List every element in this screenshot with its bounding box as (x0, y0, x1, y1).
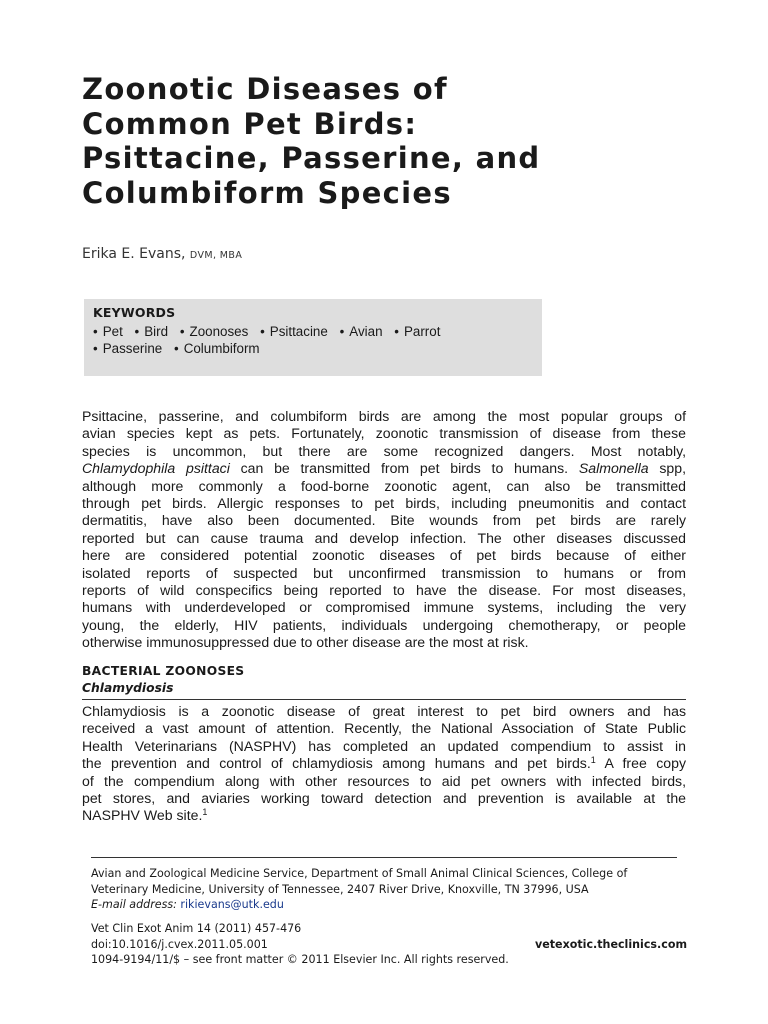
keywords-line (93, 341, 532, 358)
text-line: reported but can cause trauma and develop infection. The other diseases discussed (82, 529, 686, 546)
text-fragment: can be transmitted from pet birds to humans. (229, 460, 579, 477)
text-line: through pet birds. Allergic responses to pet birds, including pneumonitis and contact (82, 494, 686, 511)
text-line: Chlamydiosis is a zoonotic disease of great interest to pet bird owners and has (82, 703, 686, 719)
text-line: avian species kept as pets. Fortunately, zoonotic transmission of disease from these (82, 425, 686, 442)
keyword: Bird (144, 324, 169, 339)
text-line: young, the elderly, HIV patients, individuals undergoing chemotherapy, or people (82, 616, 686, 633)
text-line: pet stores, and aviaries working toward detection and prevention is available at the (82, 789, 686, 806)
text-fragment: A free copy (595, 755, 686, 772)
email-line (91, 897, 691, 913)
text-line: Psittacine, passerine, and columbiform birds are among the most popular groups of (82, 408, 686, 424)
keywords-heading: KEYWORDS (93, 305, 176, 320)
copyright-line: 1094-9194/11/$ – see front matter © 2011 Elsevier Inc. All rights reserved. (91, 953, 509, 967)
title-line: Psittacine, Passerine, and (82, 141, 541, 175)
article-title (82, 72, 702, 210)
bullet-icon: • (260, 324, 265, 339)
author-affiliation (91, 866, 691, 913)
reference-marker: 1 (590, 755, 596, 766)
bullet-icon: • (179, 324, 185, 339)
bullet-icon: • (394, 324, 399, 339)
keyword: Psittacine (269, 324, 328, 339)
email-link[interactable]: rikievans@utk.edu (180, 898, 284, 912)
text-line: humans with underdeveloped or compromised immune systems, including the very (82, 599, 686, 616)
title-line: Zoonotic Diseases of (82, 72, 448, 106)
journal-info (91, 921, 687, 968)
text-line: of the compendium along with other resources to aid pet owners with infected birds, (82, 772, 686, 789)
text-fragment: spp, (648, 460, 686, 477)
bullet-icon: • (339, 324, 345, 339)
title-line: Columbiform Species (82, 175, 452, 210)
footnote-divider (91, 857, 677, 858)
text-line (82, 807, 686, 824)
email-label: E-mail address: (91, 898, 177, 912)
author-name: Erika E. Evans, (82, 246, 186, 262)
bullet-icon: • (134, 324, 140, 339)
chlamydiosis-paragraph (82, 703, 686, 825)
subsection-heading: Chlamydiosis (82, 681, 174, 695)
keyword: Zoonoses (189, 324, 249, 339)
bullet-icon: • (93, 324, 98, 339)
author-line (82, 246, 242, 262)
doi[interactable]: doi:10.1016/j.cvex.2011.05.001 (91, 937, 268, 951)
keyword: Passerine (102, 340, 163, 356)
species-name: Chlamydophila psittaci (82, 460, 230, 477)
text-line: reports of wild conspecifics being reported to have the disease. For most diseases, (82, 581, 686, 598)
species-name: Salmonella (578, 460, 649, 477)
text-line (82, 460, 686, 477)
keywords-box (84, 299, 542, 376)
keyword: Avian (349, 324, 383, 339)
keyword: Parrot (403, 324, 441, 339)
keyword: Columbiform (183, 340, 260, 356)
subsection-divider (82, 699, 686, 700)
text-line: received a vast amount of attention. Recently, the National Association of State Public (82, 720, 686, 737)
text-line: species is uncommon, but there are some recognized dangers. Most notably, (82, 442, 686, 459)
affiliation-line: Avian and Zoological Medicine Service, Department of Small Animal Clinical Sciences, College of (91, 867, 628, 880)
doi-line (91, 937, 687, 953)
title-line: Common Pet Birds: (82, 106, 418, 141)
text-line: Health Veterinarians (NASPHV) has completed an updated compendium to assist in (82, 737, 686, 754)
bullet-icon: • (93, 340, 98, 356)
text-line: although more commonly a food-borne zoonotic agent, can also be transmitted (82, 477, 686, 494)
text-line: dermatitis, have also been documented. Bite wounds from pet birds are rarely (82, 512, 686, 529)
text-line: otherwise immunosuppressed due to other disease are the most at risk. (82, 634, 529, 651)
text-fragment: NASPHV Web site. (82, 807, 203, 824)
affiliation-line: Veterinary Medicine, University of Tennessee, 2407 River Drive, Knoxville, TN 37996, USA (91, 882, 589, 896)
text-line: here are considered potential zoonotic diseases of pet birds because of either (82, 547, 686, 564)
text-fragment: the prevention and control of chlamydiosis among humans and pet birds. (82, 755, 591, 772)
text-line (82, 755, 686, 772)
reference-marker: 1 (202, 807, 208, 818)
author-degrees: DVM, MBA (189, 250, 243, 261)
keywords-line (93, 324, 532, 341)
bullet-icon: • (173, 340, 179, 356)
citation-line: Vet Clin Exot Anim 14 (2011) 457-476 (91, 922, 302, 935)
section-heading: BACTERIAL ZOONOSES (82, 664, 245, 678)
intro-paragraph (82, 408, 686, 651)
keyword: Pet (102, 324, 123, 339)
journal-site-link[interactable]: vetexotic.theclinics.com (534, 937, 687, 951)
text-line: isolated reports of suspected but unconfirmed transmission to humans or from (82, 564, 686, 581)
